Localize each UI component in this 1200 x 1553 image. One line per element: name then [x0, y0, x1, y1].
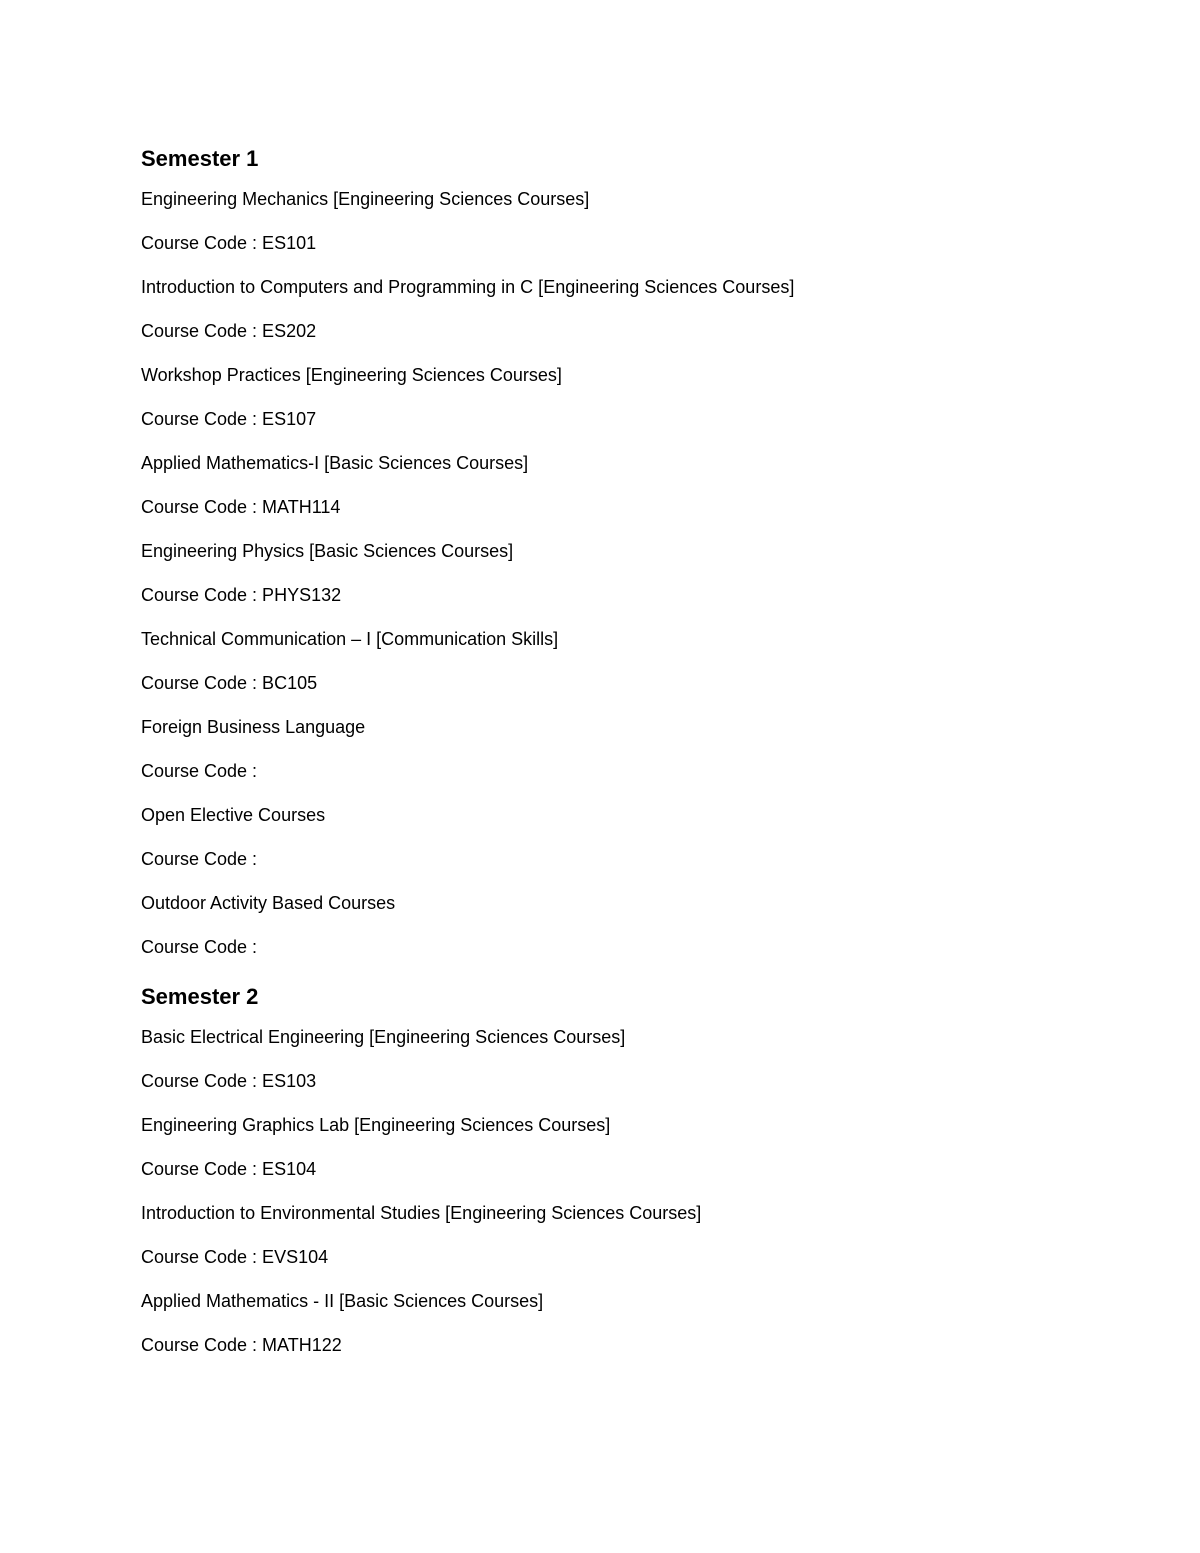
- course-entry: [141, 1200, 1101, 1270]
- course-name: Applied Mathematics - II [Basic Sciences Courses]: [141, 1291, 544, 1311]
- semester-section: [141, 978, 1101, 1358]
- course-name: Introduction to Environmental Studies [Engineering Sciences Courses]: [141, 1203, 702, 1223]
- course-code: Course Code : ES104: [141, 1159, 317, 1179]
- course-entry: [141, 890, 1101, 960]
- course-code: Course Code : ES202: [141, 321, 317, 341]
- course-entry: [141, 538, 1101, 608]
- course-code: Course Code : PHYS132: [141, 585, 342, 605]
- course-name: Foreign Business Language: [141, 717, 366, 737]
- course-entry: [141, 274, 1101, 344]
- course-entry: [141, 1112, 1101, 1182]
- course-name: Applied Mathematics-I [Basic Sciences Courses]: [141, 453, 529, 473]
- course-entry: [141, 1288, 1101, 1358]
- semester-heading: Semester 2: [141, 984, 259, 1009]
- course-name: Engineering Graphics Lab [Engineering Sciences Courses]: [141, 1115, 611, 1135]
- course-name: Engineering Mechanics [Engineering Sciences Courses]: [141, 189, 590, 209]
- course-code: Course Code : MATH114: [141, 497, 341, 517]
- course-name: Workshop Practices [Engineering Sciences Courses]: [141, 365, 562, 385]
- course-code: Course Code :: [141, 937, 258, 957]
- course-code: Course Code :: [141, 761, 258, 781]
- course-entry: [141, 450, 1101, 520]
- course-code: Course Code : BC105: [141, 673, 318, 693]
- course-name: Engineering Physics [Basic Sciences Courses]: [141, 541, 514, 561]
- course-name: Outdoor Activity Based Courses: [141, 893, 396, 913]
- course-code: Course Code : EVS104: [141, 1247, 329, 1267]
- course-entry: [141, 802, 1101, 872]
- course-entry: [141, 1024, 1101, 1094]
- semester-heading: Semester 1: [141, 146, 259, 171]
- course-name: Technical Communication – I [Communication Skills]: [141, 629, 559, 649]
- course-code: Course Code : ES103: [141, 1071, 317, 1091]
- course-entry: [141, 186, 1101, 256]
- course-name: Basic Electrical Engineering [Engineering Sciences Courses]: [141, 1027, 626, 1047]
- course-code: Course Code :: [141, 849, 258, 869]
- course-entry: [141, 714, 1101, 784]
- course-code: Course Code : MATH122: [141, 1335, 342, 1355]
- semester-section: [141, 140, 1101, 960]
- course-name: Introduction to Computers and Programming in C [Engineering Sciences Courses]: [141, 277, 795, 297]
- document-content: [141, 140, 1101, 1376]
- course-name: Open Elective Courses: [141, 805, 326, 825]
- course-code: Course Code : ES101: [141, 233, 317, 253]
- course-entry: [141, 362, 1101, 432]
- course-entry: [141, 626, 1101, 696]
- course-code: Course Code : ES107: [141, 409, 317, 429]
